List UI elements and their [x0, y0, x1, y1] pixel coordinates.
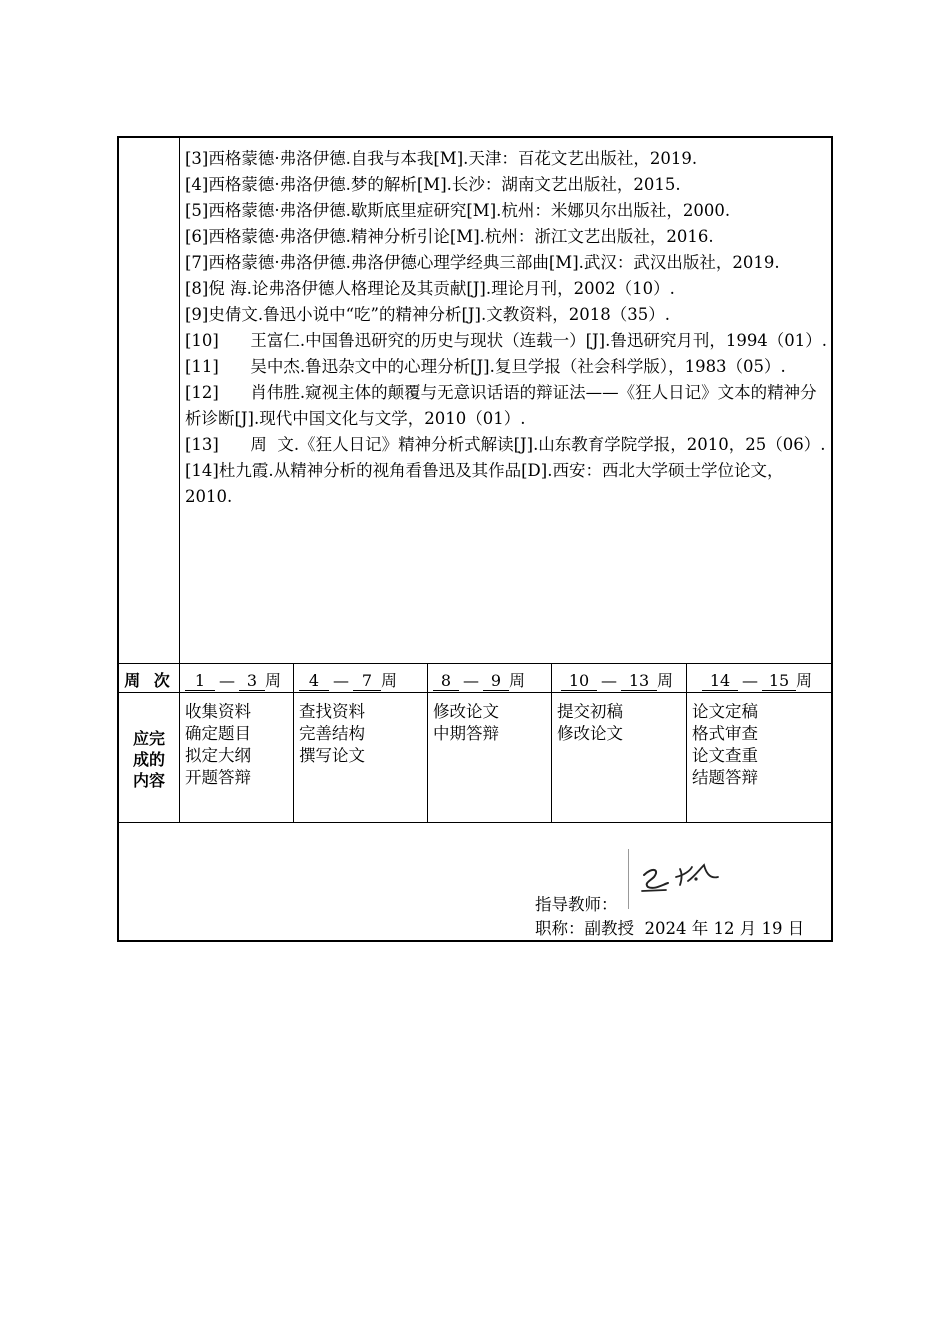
reference-item: [12] 肖伟胜.窥视主体的颠覆与无意识话语的辩证法——《狂人日记》文本的精神分析诊断[J].现代中国文化与文学，2010（01）. [185, 383, 817, 428]
week-range-3 [433, 668, 525, 691]
week-start: 10 [561, 672, 597, 691]
week-unit: 周 [796, 671, 813, 690]
week-end: 3 [239, 672, 265, 691]
task-item: 格式审查 [692, 724, 758, 743]
tasks-period-2 [299, 701, 365, 767]
week-unit: 周 [381, 671, 398, 690]
task-item: 论文查重 [692, 746, 758, 765]
week-range-2 [299, 668, 397, 691]
col-divider-4 [686, 663, 687, 823]
task-item: 结题答辩 [692, 768, 758, 787]
task-item: 收集资料 [185, 702, 251, 721]
task-item: 修改论文 [557, 724, 623, 743]
week-start: 8 [433, 672, 459, 691]
tasks-period-3 [433, 701, 499, 745]
week-range-4 [561, 668, 673, 691]
advisor-title-date: 职称：副教授 2024 年 12 月 19 日 [535, 919, 805, 938]
week-start: 14 [702, 672, 738, 691]
content-label-line: 成的 [132, 750, 165, 769]
reference-item: [14]杜九霞.从精神分析的视角看鲁迅及其作品[D].西安：西北大学硕士学位论文，2010. [185, 461, 784, 506]
task-item: 修改论文 [433, 702, 499, 721]
week-range-5 [702, 668, 812, 691]
week-dash: — [219, 671, 235, 690]
reference-item: [6]西格蒙德·弗洛伊德.精神分析引论[M].杭州：浙江文艺出版社，2016. [185, 227, 714, 246]
tasks-period-1 [185, 701, 251, 789]
reference-item: [10] 王富仁.中国鲁迅研究的历史与现状（连载一）[J].鲁迅研究月刊，1994（01）. [185, 331, 828, 350]
tasks-period-5 [692, 701, 758, 789]
content-label [118, 728, 180, 791]
reference-item: [8]倪 海.论弗洛伊德人格理论及其贡献[J].理论月刊，2002（10）. [185, 279, 675, 298]
reference-item: [13] 周 文.《狂人日记》精神分析式解读[J].山东教育学院学报，2010，25（06）. [185, 435, 826, 454]
reference-item: [5]西格蒙德·弗洛伊德.歇斯底里症研究[M].杭州：米娜贝尔出版社，2000. [185, 201, 731, 220]
col-divider-2 [427, 663, 428, 823]
week-unit: 周 [265, 671, 282, 690]
content-label-line: 内容 [132, 771, 165, 790]
task-item: 完善结构 [299, 724, 365, 743]
content-label-line: 应完 [132, 729, 165, 748]
advisor-label: 指导教师： [535, 895, 618, 914]
task-item: 开题答辩 [185, 768, 251, 787]
reference-item: [4]西格蒙德·弗洛伊德.梦的解析[M].长沙：湖南文艺出版社，2015. [185, 175, 681, 194]
week-unit: 周 [509, 671, 526, 690]
week-dash: — [333, 671, 349, 690]
week-end: 15 [762, 672, 796, 691]
reference-item: [3]西格蒙德·弗洛伊德.自我与本我[M].天津：百花文艺出版社，2019. [185, 149, 698, 168]
task-item: 撰写论文 [299, 746, 365, 765]
week-dash: — [742, 671, 758, 690]
week-end: 9 [483, 672, 509, 691]
col-divider-1 [293, 663, 294, 823]
week-end: 13 [621, 672, 657, 691]
reference-item: [9]史倩文.鲁迅小说中“吃”的精神分析[J].文教资料，2018（35）. [185, 305, 670, 324]
week-dash: — [463, 671, 479, 690]
reference-list [185, 146, 830, 510]
week-start: 1 [185, 672, 215, 691]
col-divider-3 [551, 663, 552, 823]
week-start: 4 [299, 672, 329, 691]
row-divider-weeks [118, 692, 832, 693]
tasks-period-4 [557, 701, 623, 745]
reference-item: [7]西格蒙德·弗洛伊德.弗洛伊德心理学经典三部曲[M].武汉：武汉出版社，2019. [185, 253, 780, 272]
week-unit: 周 [657, 671, 674, 690]
week-label: 周 次 [124, 671, 174, 690]
task-item: 拟定大纲 [185, 746, 251, 765]
week-dash: — [601, 671, 617, 690]
task-item: 中期答辩 [433, 724, 499, 743]
row-divider-refs [118, 663, 832, 664]
reference-item: [11] 吴中杰.鲁迅杂文中的心理分析[J].复旦学报（社会科学版），1983（05）. [185, 357, 786, 376]
task-item: 提交初稿 [557, 702, 623, 721]
task-item: 论文定稿 [692, 702, 758, 721]
row-divider-content [118, 822, 832, 823]
signature-block [535, 893, 804, 941]
task-item: 确定题目 [185, 724, 251, 743]
task-item: 查找资料 [299, 702, 365, 721]
week-range-1 [185, 668, 281, 691]
week-end: 7 [353, 672, 381, 691]
label-column-divider [179, 137, 180, 823]
